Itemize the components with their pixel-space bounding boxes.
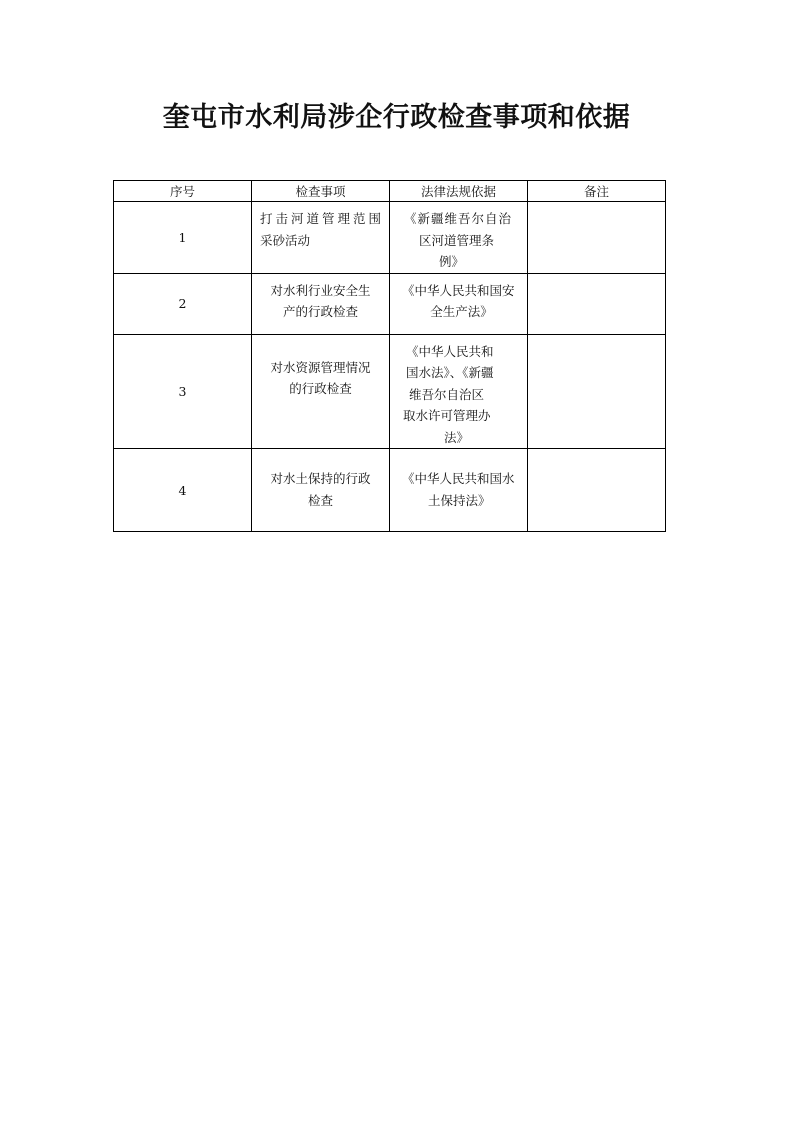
item-line: 打击河道管理范围: [260, 211, 381, 226]
row-no: 1: [114, 202, 252, 274]
item-line: 的行政检查: [289, 381, 352, 396]
row-remark: [528, 202, 666, 274]
basis-line: 国水法》、《新疆: [406, 365, 494, 380]
basis-line: 《中华人民共和国安: [402, 282, 515, 298]
basis-line: 土保持法》: [428, 492, 491, 508]
row-basis: [390, 202, 528, 274]
row-item: [252, 449, 390, 532]
item-line: 采砂活动: [260, 232, 311, 248]
item-line: 检查: [307, 492, 333, 508]
basis-line: 区河道管理条: [419, 232, 495, 248]
row-no: 3: [114, 334, 252, 449]
table-row: [114, 334, 666, 449]
basis-line: 《中华人民共和国水: [402, 471, 515, 486]
inspection-items-table: [113, 180, 666, 532]
row-remark: [528, 273, 666, 334]
row-item: [252, 202, 390, 274]
row-remark: [528, 449, 666, 532]
document-title: 奎屯市水利局涉企行政检查事项和依据: [162, 102, 631, 133]
row-item: [252, 273, 390, 334]
row-no: 4: [114, 449, 252, 532]
row-remark: [528, 334, 666, 449]
table-row: [114, 202, 666, 274]
header-no: 序号: [114, 181, 252, 202]
table-row: [114, 449, 666, 532]
basis-line: 《中华人民共和: [406, 343, 494, 359]
basis-line: 全生产法》: [430, 304, 493, 319]
header-basis: 法律法规依据: [390, 181, 528, 202]
row-basis: [390, 449, 528, 532]
basis-line: 例》: [439, 254, 465, 269]
basis-line: 取水许可管理办: [403, 408, 491, 423]
item-line: 对水资源管理情况: [270, 359, 371, 375]
table-header-row: [114, 181, 666, 202]
basis-line: 维吾尔自治区: [409, 386, 485, 402]
row-basis: [390, 273, 528, 334]
header-item: 检查事项: [252, 181, 390, 202]
row-basis: [390, 334, 528, 449]
item-line: 产的行政检查: [282, 304, 358, 319]
row-item: [252, 334, 390, 449]
header-remark: 备注: [528, 181, 666, 202]
item-line: 对水利行业安全生: [270, 282, 371, 298]
basis-line: 法》: [444, 429, 470, 445]
basis-line: 《新疆维吾尔自治: [404, 211, 513, 226]
item-line: 对水土保持的行政: [270, 471, 371, 486]
row-no: 2: [114, 273, 252, 334]
table-row: [114, 273, 666, 334]
